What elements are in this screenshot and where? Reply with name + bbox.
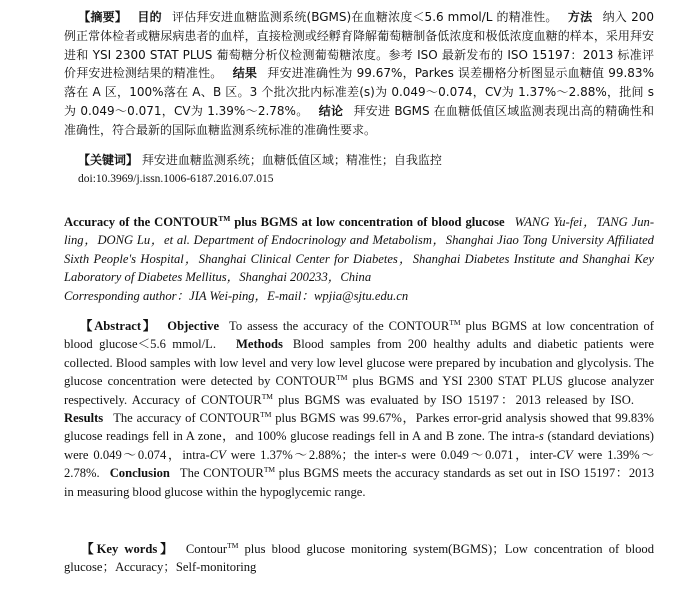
- zh-results-text: 拜安进准确性为 99.67%，Parkes 误差栅格分析图显示血糖值 99.83%落在 A 区，100%落在 A、B 区。3 个批次批内标准差(s)为 0.049～0.074，CV为 1.37%～2.88%，批间 s 为 0.049～0.071，CV为 1.39%～2.78%。: [64, 66, 654, 118]
- zh-conclusion-label: 结论: [318, 103, 344, 118]
- zh-objective-text: 评估拜安进血糖监测系统(BGMS)在血糖浓度＜5.6 mmol/L 的精准性。: [171, 10, 558, 24]
- en-authors: WANG Yu-fei，TANG Jun-ling，DONG Lu，et al.: [64, 215, 655, 248]
- en-methods-label: Methods: [236, 337, 283, 352]
- en-results-label: Results: [64, 411, 104, 426]
- zh-conclusion-text: 拜安进 BGMS 在血糖低值区域监测表现出高的精确性和准确性，符合最新的国际血糖监测系统标准的准确性要求。: [64, 103, 654, 137]
- en-affiliation: Department of Endocrinology and Metabolism，Shanghai Jiao Tong University Affiliated Sixth People's Hospital，Shanghai Clinical Center for Diabetes，Shanghai Diabetes Institute and Shanghai Key Laboratory of Diabetes Mellitus，Shanghai 200233，China: [64, 233, 654, 285]
- en-abstract-label: 【Abstract】: [78, 319, 158, 333]
- zh-keywords-label: 【关键词】: [78, 153, 139, 167]
- en-keywords-text: Contour™ plus blood glucose monitoring system(BGMS)；Low concentration of blood glucose；Accuracy；Self-monitoring: [64, 540, 654, 575]
- zh-abstract: [64, 8, 654, 140]
- zh-keywords: [64, 151, 654, 170]
- zh-methods-text: 纳入 200 例正常体检者或糖尿病患者的血样，直接检测或经孵育降解葡萄糖制备低浓度和极低浓度血糖的样本，采用拜安进和 YSI 2300 STAT PLUS 葡萄糖分析仪检测葡萄糖浓度。参考 ISO 最新发布的 ISO 15197：2013 标准评价拜安进检测结果的精准性。: [64, 10, 654, 81]
- en-methods-text: Blood samples from 200 healthy adults and diabetic patients were collected. Blood samples with low level and very low level glucose were prepared by incubation and glycolysis. The glucose concentration were detected by CONTOUR™ plus BGMS and YSI 2300 STAT PLUS glucose analyzer respectively. Accuracy of CONTOUR™ plus BGMS was evaluated by ISO 15197：2013 released by ISO.: [64, 337, 654, 407]
- en-conclusion-text: The CONTOUR™ plus BGMS meets the accuracy standards as set out in ISO 15197：2013 in measuring blood glucose within the hypoglycemic range.: [64, 465, 655, 499]
- en-objective-text: To assess the accuracy of the CONTOUR™ plus BGMS at low concentration of blood glucose＜5.6 mmol/L.: [64, 317, 654, 352]
- en-title: Accuracy of the CONTOUR™ plus BGMS at low concentration of blood glucose: [64, 213, 505, 229]
- en-results-text: The accuracy of CONTOUR™ plus BGMS was 99.67%，Parkes error-grid analysis showed that 99.83% glucose readings fell in A zone，and 100% glucose readings fell in A and B zone. The intra-s (standard deviations) were 0.049～0.074，intra-CV were 1.37%～2.88%；the inter-s were 0.049～0.071，inter-CV were 1.39%～2.78%.: [64, 409, 655, 481]
- en-abstract: [64, 317, 654, 501]
- zh-methods-label: 方法: [567, 10, 593, 24]
- zh-abstract-label: 【摘要】: [78, 10, 128, 24]
- zh-keywords-text: 拜安进血糖监测系统；血糖低值区域；精准性；自我监控: [141, 153, 442, 167]
- en-objective-label: Objective: [167, 319, 220, 333]
- zh-objective-label: 目的: [137, 10, 162, 24]
- doi: doi:10.3969/j.issn.1006-6187.2016.07.015: [78, 173, 274, 185]
- zh-results-label: 结果: [232, 66, 258, 81]
- en-corresponding: Corresponding author：JIA Wei-ping，E-mail：wpjia@sjtu.edu.cn: [64, 288, 409, 303]
- en-keywords: [64, 540, 654, 577]
- en-conclusion-label: Conclusion: [109, 466, 170, 481]
- en-keywords-label: 【Key words】: [78, 542, 176, 556]
- en-title-block: [64, 213, 654, 305]
